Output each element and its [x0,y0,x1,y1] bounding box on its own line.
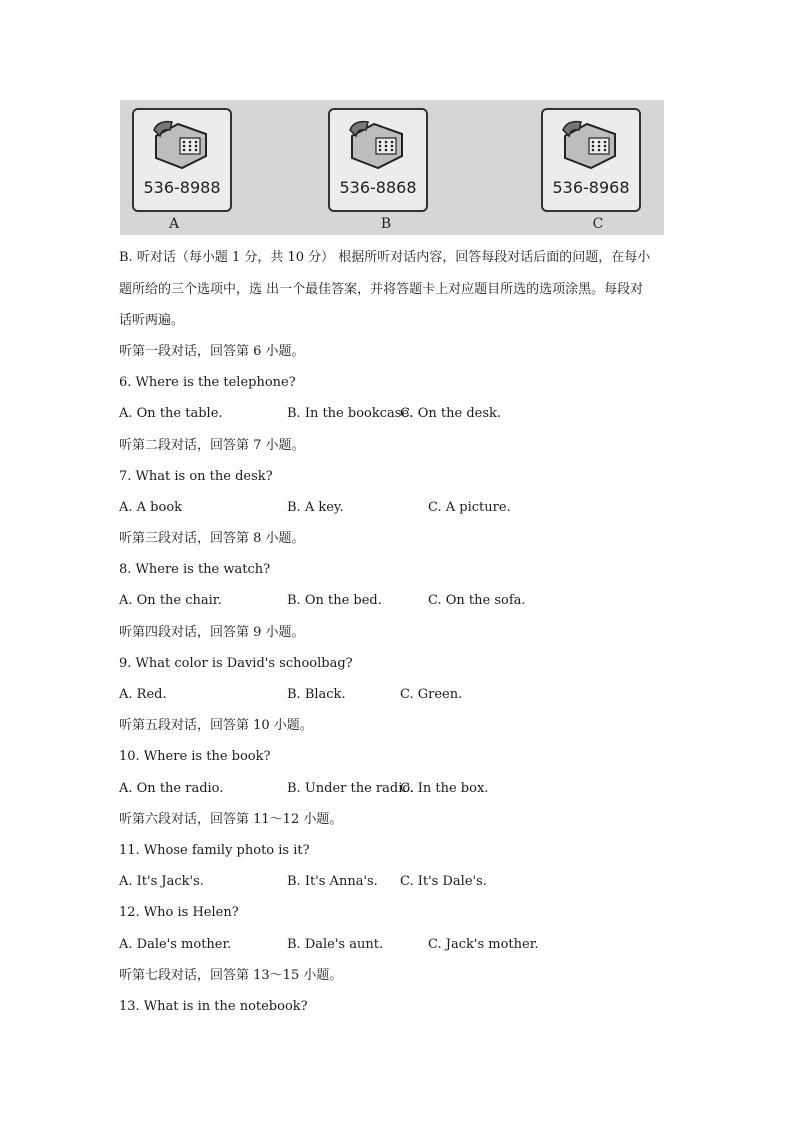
question-text: 11. Whose family photo is it? [119,843,310,858]
option-c: C. A picture. [428,500,511,515]
phone-number: 536-8968 [552,178,630,197]
phone-number: 536-8868 [339,178,417,197]
question-text: 7. What is on the desk? [119,469,273,484]
telephone-icon [559,116,623,172]
section-b-instructions-line-2: 题所给的三个选项中，选 出一个最佳答案，并将答题卡上对应题目所选的选项涂黑。每段对 [119,282,644,297]
option-c: C. On the sofa. [428,593,526,608]
option-a: A. A book [119,500,183,515]
question-text: 9. What color is David's schoolbag? [119,656,353,671]
option-b: B. It's Anna's. [287,874,378,889]
option-b: B. Dale's aunt. [287,937,384,952]
option-a: A. Dale's mother. [119,937,232,952]
dialog-intro: 听第七段对话，回答第 13～15 小题。 [119,968,343,983]
option-a: A. On the chair. [119,593,222,608]
option-b: B. Black. [287,687,346,702]
option-c: C. It's Dale's. [400,874,487,889]
option-c: C. Green. [400,687,463,702]
option-b: B. A key. [287,500,344,515]
option-letter: C [592,216,604,232]
dialog-intro: 听第四段对话，回答第 9 小题。 [119,625,305,640]
telephone-icon [150,116,214,172]
phone-number: 536-8988 [143,178,221,197]
question-text: 13. What is in the notebook? [119,999,308,1014]
dialog-intro: 听第五段对话，回答第 10 小题。 [119,718,313,733]
dialog-intro: 听第六段对话，回答第 11～12 小题。 [119,812,343,827]
option-c: C. In the box. [400,781,489,796]
option-a: A. On the table. [119,406,223,421]
option-letter: A [168,216,180,232]
question-text: 8. Where is the watch? [119,562,271,577]
phone-card-c [541,108,641,212]
section-b-instructions-line-3: 话听两遍。 [119,313,185,328]
section-b-instructions-line-1: B. 听对话（每小题 1 分，共 10 分） 根据所听对话内容，回答每段对话后面的问题，在每小 [119,250,651,265]
option-a: A. On the radio. [119,781,224,796]
telephone-icon [346,116,410,172]
question-text: 12. Who is Helen? [119,905,239,920]
dialog-intro: 听第一段对话，回答第 6 小题。 [119,344,305,359]
option-c: C. Jack's mother. [428,937,539,952]
phone-card-a [132,108,232,212]
dialog-intro: 听第三段对话，回答第 8 小题。 [119,531,305,546]
option-b: B. In the bookcase. [287,406,414,421]
phone-card-b [328,108,428,212]
dialog-intro: 听第二段对话，回答第 7 小题。 [119,438,305,453]
option-b: B. On the bed. [287,593,382,608]
telephone-options-image [120,100,664,235]
option-a: A. It's Jack's. [119,874,204,889]
option-c: C. On the desk. [400,406,502,421]
option-letter: B [380,216,392,232]
question-text: 6. Where is the telephone? [119,375,296,390]
question-text: 10. Where is the book? [119,749,271,764]
option-b: B. Under the radio. [287,781,415,796]
option-a: A. Red. [119,687,167,702]
